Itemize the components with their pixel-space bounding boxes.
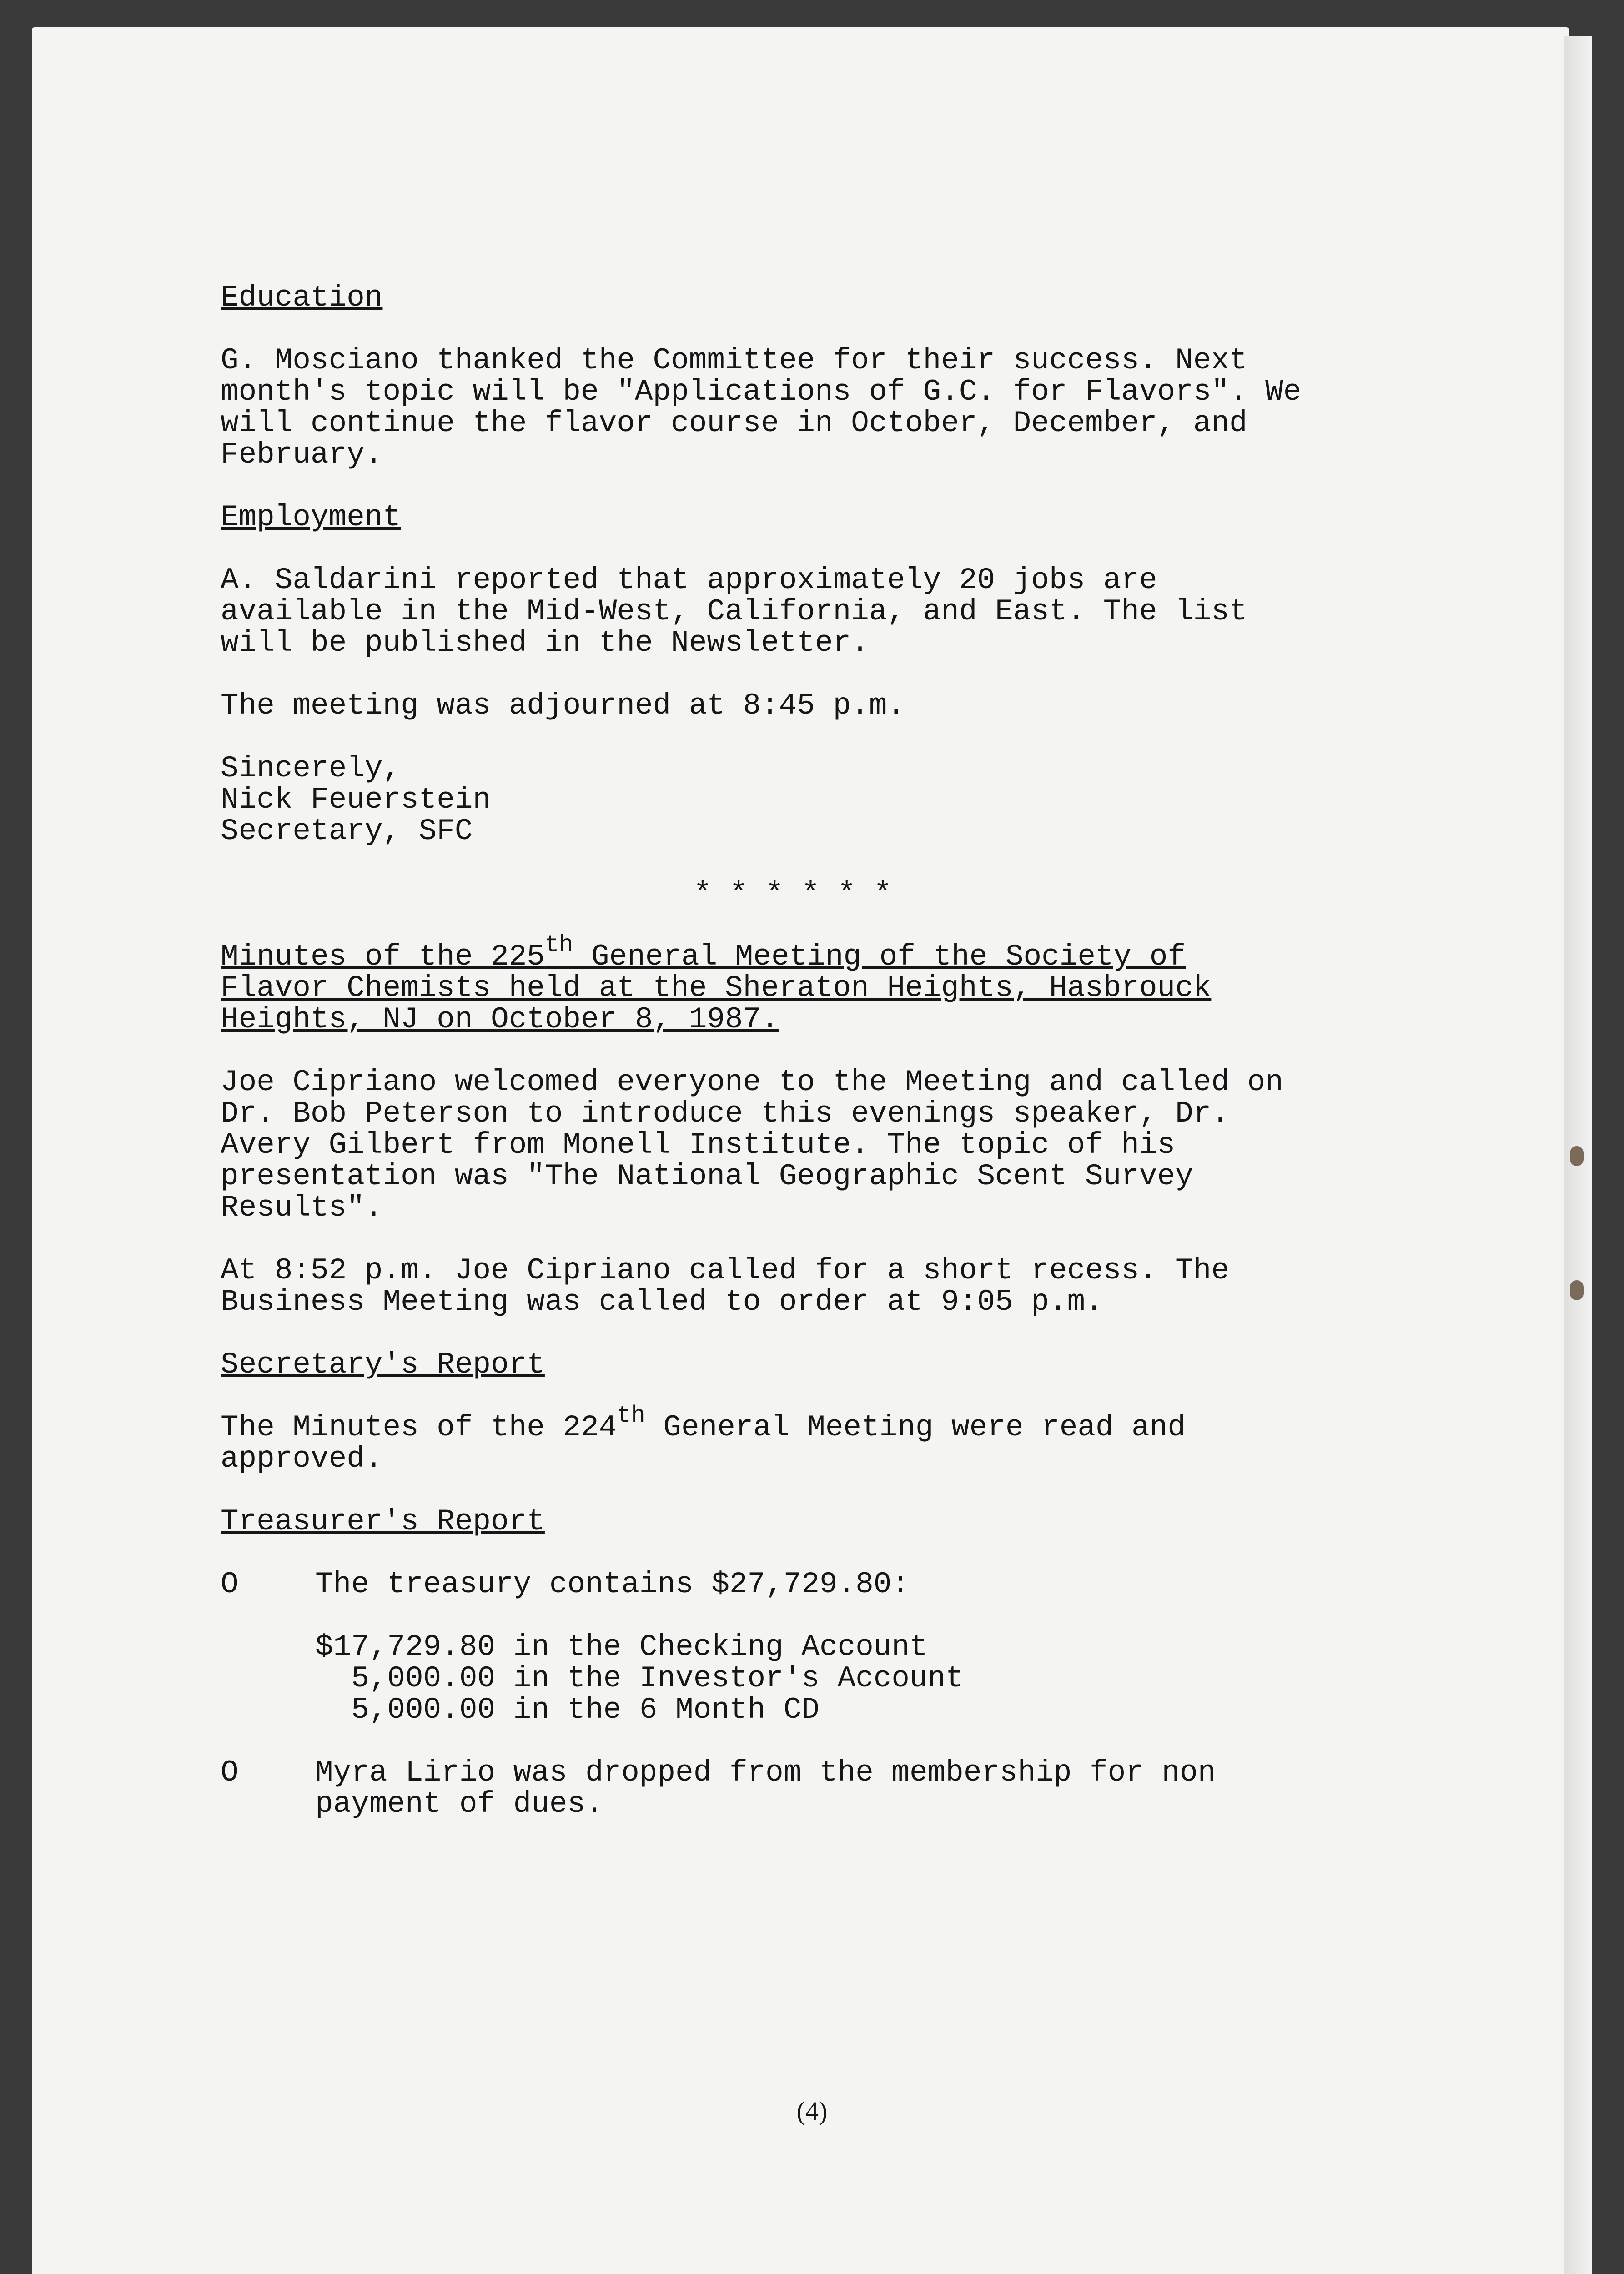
education-heading: Education <box>221 281 383 315</box>
secretary-report-text <box>221 1402 1403 1476</box>
minutes-title <box>221 931 1403 1036</box>
signature-closing: Sincerely, <box>221 751 401 785</box>
account-list <box>221 1631 1403 1726</box>
adjourned-line: The meeting was adjourned at 8:45 p.m. <box>221 689 905 723</box>
account-line: 5,000.00 in the 6 Month CD <box>315 1693 820 1727</box>
account-line: $17,729.80 in the Checking Account <box>315 1630 928 1664</box>
document-body <box>221 282 1403 1851</box>
secretary-report-rest: General Meeting were read and approved. <box>221 1410 1186 1476</box>
treasury-item <box>221 1569 1403 1600</box>
recess-paragraph: At 8:52 p.m. Joe Cipriano called for a short recess. The Business Meeting was called to order at 9:05 p.m. <box>221 1253 1229 1319</box>
bullet-mark: O <box>221 1756 239 1790</box>
secretary-report-ordinal: th <box>617 1402 645 1429</box>
secretary-report-start: The Minutes of the 224 <box>221 1410 617 1444</box>
minutes-title-ordinal: th <box>544 931 573 958</box>
section-separator: * * * * * * <box>694 877 892 911</box>
welcome-paragraph: Joe Cipriano welcomed everyone to the Meeting and called on Dr. Bob Peterson to introduce this evenings speaker, Dr. Avery Gilbert from Monell Institute. The topic of his presentation was "The National Geographic Scent Survey Results". <box>221 1065 1283 1225</box>
minutes-title-rest: General Meeting of the Society of Flavor Chemists held at the Sheraton Heights, Hasbrouck Heights, NJ on October 8, 1987. <box>221 940 1212 1036</box>
binding-ring <box>1570 1280 1584 1300</box>
signature-block <box>221 753 1403 847</box>
minutes-title-start: Minutes of the 225 <box>221 940 545 974</box>
treasury-total: The treasury contains $27,729.80: <box>315 1567 910 1601</box>
account-line: 5,000.00 in the Investor's Account <box>315 1661 964 1695</box>
page-number: (4) <box>796 2096 828 2126</box>
treasurer-report-heading: Treasurer's Report <box>221 1504 545 1539</box>
signature-title: Secretary, SFC <box>221 814 473 848</box>
secretary-report-heading: Secretary's Report <box>221 1348 545 1382</box>
signature-name: Nick Feuerstein <box>221 783 491 817</box>
education-paragraph: G. Mosciano thanked the Committee for their success. Next month's topic will be "Applications of G.C. for Flavors". We will continue the flavor course in October, December, and February. <box>221 343 1302 472</box>
employment-heading: Employment <box>221 500 401 534</box>
membership-note: Myra Lirio was dropped from the membership for non payment of dues. <box>315 1756 1216 1821</box>
employment-paragraph: A. Saldarini reported that approximately 20 jobs are available in the Mid-West, California, and East. The list will be published in the Newsletter. <box>221 563 1247 660</box>
membership-item <box>221 1757 1403 1820</box>
binding-ring <box>1570 1146 1584 1166</box>
bullet-mark: O <box>221 1567 239 1601</box>
